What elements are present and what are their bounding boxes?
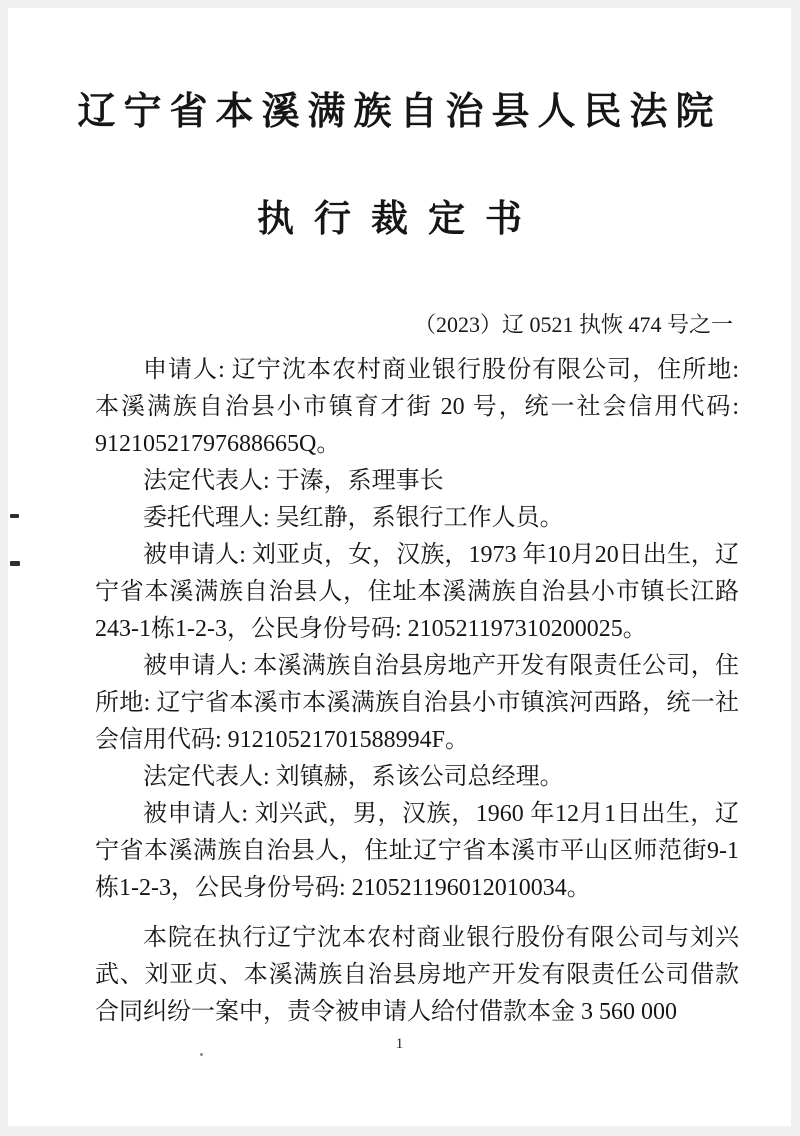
paragraph-respondent-1: 被申请人: 刘亚贞，女，汉族，1973 年10月20日出生，辽宁省本溪满族自治县人，住址本溪满族自治县小市镇长江路243-1栋1-2-3，公民身份号码: 210521197310200025。 bbox=[95, 542, 739, 643]
scan-artifact-dot bbox=[200, 1053, 203, 1056]
document-type-title: 执行裁定书 bbox=[257, 199, 542, 240]
scan-artifact-dash bbox=[10, 561, 20, 566]
document-body bbox=[95, 352, 739, 1031]
paragraph-respondent-2: 被申请人: 本溪满族自治县房地产开发有限责任公司，住所地: 辽宁省本溪市本溪满族自治县小市镇滨河西路，统一社会信用代码: 91210521701588994F。 bbox=[95, 653, 739, 754]
paragraph-legal-representative-1: 法定代表人: 于溱，系理事长 bbox=[143, 468, 444, 495]
paragraph-respondent-3: 被申请人: 刘兴武，男，汉族，1960 年12月1日出生，辽宁省本溪满族自治县人，住址辽宁省本溪市平山区师范街9-1栋1-2-3，公民身份号码: 210521196012010034。 bbox=[95, 801, 739, 902]
scan-artifact-dash bbox=[10, 514, 19, 518]
court-name-title: 辽宁省本溪满族自治县人民法院 bbox=[77, 91, 722, 133]
paragraph-applicant: 申请人: 辽宁沈本农村商业银行股份有限公司，住所地: 本溪满族自治县小市镇育才街 20 号，统一社会信用代码: 91210521797688665Q。 bbox=[95, 357, 739, 458]
paragraph-case-background: 本院在执行辽宁沈本农村商业银行股份有限公司与刘兴武、刘亚贞、本溪满族自治县房地产开发有限责任公司借款合同纠纷一案中，责令被申请人给付借款本金 3 560 000 bbox=[95, 925, 739, 1026]
paragraph-legal-representative-2: 法定代表人: 刘镇赫，系该公司总经理。 bbox=[143, 764, 564, 791]
page-number: 1 bbox=[395, 1036, 404, 1052]
paragraph-entrusted-agent: 委托代理人: 吴红静，系银行工作人员。 bbox=[143, 505, 564, 532]
document-page bbox=[8, 8, 791, 1126]
case-number: （2023）辽 0521 执恢 474 号之一 bbox=[413, 312, 733, 337]
